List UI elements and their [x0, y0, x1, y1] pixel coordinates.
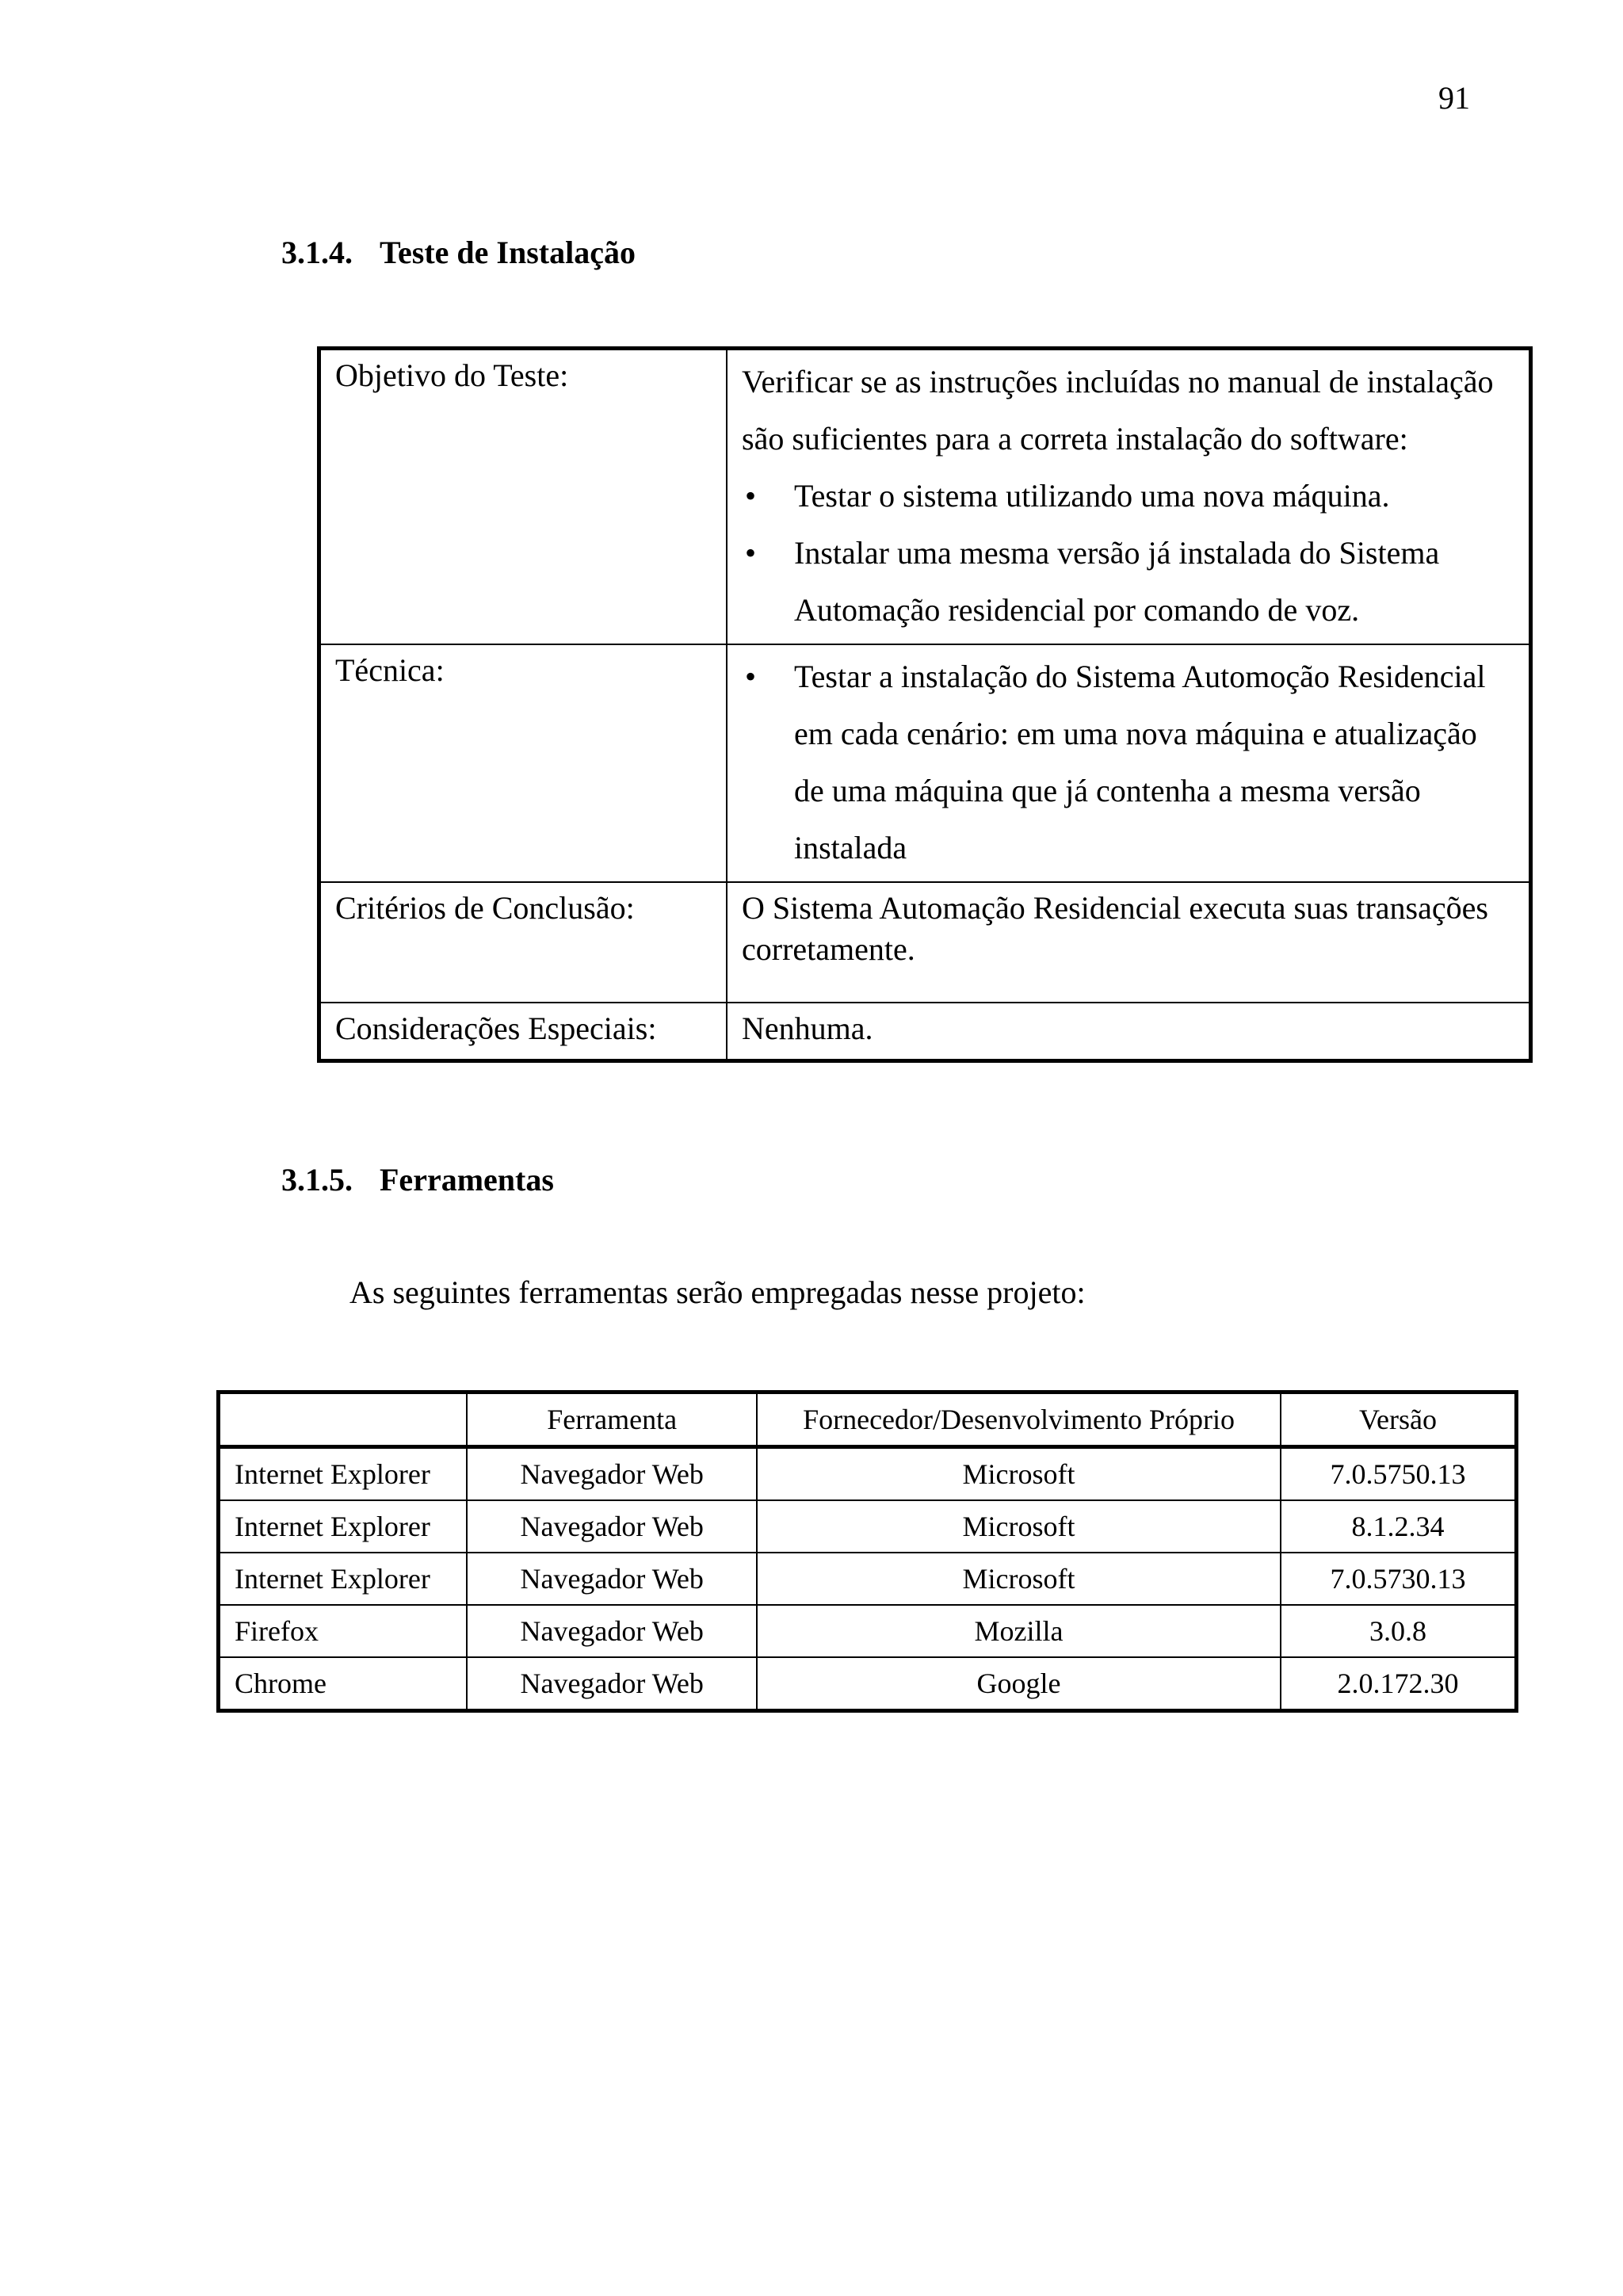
section-title: Teste de Instalação: [380, 235, 636, 270]
technique-bullet-item: [742, 648, 1514, 877]
tool-name-cell: Chrome: [219, 1657, 468, 1711]
tool-type-cell: Navegador Web: [467, 1447, 757, 1501]
section-heading-ferramentas: [281, 1161, 554, 1198]
tool-type-cell: Navegador Web: [467, 1605, 757, 1657]
tool-vendor-cell: Mozilla: [757, 1605, 1281, 1657]
tool-version-cell: 7.0.5750.13: [1281, 1447, 1516, 1501]
tool-type-cell: Navegador Web: [467, 1553, 757, 1605]
objective-bullet-item: [742, 468, 1514, 525]
special-value: Nenhuma.: [727, 1003, 1531, 1061]
objective-content: [727, 349, 1531, 645]
objective-bullet-item: [742, 525, 1514, 639]
column-header: Ferramenta: [467, 1392, 757, 1447]
section-heading-teste-instalacao: [281, 234, 636, 271]
tool-vendor-cell: Microsoft: [757, 1553, 1281, 1605]
bullet-icon: •: [745, 478, 757, 514]
column-header: Versão: [1281, 1392, 1516, 1447]
installation-test-table: [317, 346, 1533, 1063]
objective-bullet-text: Testar o sistema utilizando uma nova máquina.: [794, 478, 1390, 514]
special-label: Considerações Especiais:: [319, 1003, 727, 1061]
tool-vendor-cell: Microsoft: [757, 1500, 1281, 1553]
objective-label: Objetivo do Teste:: [319, 349, 727, 645]
tool-type-cell: Navegador Web: [467, 1500, 757, 1553]
table-row: [219, 1500, 1517, 1553]
table-row-special: [319, 1003, 1531, 1061]
criteria-label: Critérios de Conclusão:: [319, 882, 727, 1003]
tool-version-cell: 3.0.8: [1281, 1605, 1516, 1657]
section-number: 3.1.4.: [281, 235, 353, 270]
tool-name-cell: Firefox: [219, 1605, 468, 1657]
tool-version-cell: 7.0.5730.13: [1281, 1553, 1516, 1605]
criteria-value: O Sistema Automação Residencial executa suas transações corretamente.: [727, 882, 1531, 1003]
table-row: [219, 1657, 1517, 1711]
tool-vendor-cell: Google: [757, 1657, 1281, 1711]
bullet-icon: •: [745, 535, 757, 571]
tool-version-cell: 2.0.172.30: [1281, 1657, 1516, 1711]
table-header-row: [219, 1392, 1517, 1447]
tool-name-cell: Internet Explorer: [219, 1500, 468, 1553]
section-number: 3.1.5.: [281, 1162, 353, 1198]
tool-type-cell: Navegador Web: [467, 1657, 757, 1711]
tool-vendor-cell: Microsoft: [757, 1447, 1281, 1501]
technique-label: Técnica:: [319, 644, 727, 882]
tool-version-cell: 8.1.2.34: [1281, 1500, 1516, 1553]
tool-name-cell: Internet Explorer: [219, 1447, 468, 1501]
section-title: Ferramentas: [380, 1162, 554, 1198]
table-row: [219, 1605, 1517, 1657]
objective-intro: Verificar se as instruções incluídas no manual de instalação são suficientes para a correta instalação do software:: [742, 364, 1494, 457]
table-row: [219, 1447, 1517, 1501]
column-header: Fornecedor/Desenvolvimento Próprio: [757, 1392, 1281, 1447]
tools-table: [216, 1390, 1518, 1713]
objective-bullet-text: Instalar uma mesma versão já instalada do Sistema Automação residencial por comando de voz.: [794, 535, 1440, 628]
tools-intro-text: As seguintes ferramentas serão empregadas nesse projeto:: [349, 1274, 1086, 1310]
table-row-technique: [319, 644, 1531, 882]
column-header: [219, 1392, 468, 1447]
tool-name-cell: Internet Explorer: [219, 1553, 468, 1605]
table-row: [219, 1553, 1517, 1605]
table-row-criteria: [319, 882, 1531, 1003]
page-number: 91: [1438, 80, 1470, 116]
bullet-icon: •: [745, 659, 757, 694]
technique-content: [727, 644, 1531, 882]
table-row-objective: [319, 349, 1531, 645]
technique-bullet-text: Testar a instalação do Sistema Automoção Residencial em cada cenário: em uma nova máquina e atualização de uma máquina que já contenha a mesma versão instalada: [794, 659, 1486, 865]
